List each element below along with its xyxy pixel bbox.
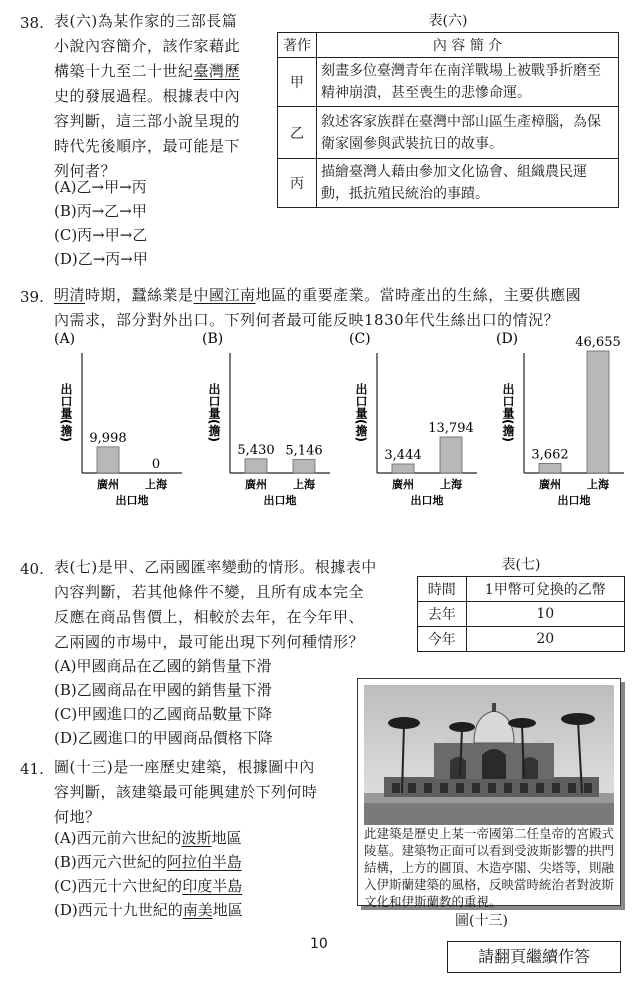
value-label-0-1: 0 (151, 457, 161, 472)
panel-label-1: (B) (202, 331, 224, 347)
bar-0-0 (97, 447, 119, 473)
panel-label-2: (C) (349, 331, 371, 347)
table6-title: 表(六) (428, 13, 468, 29)
q39-stem: 明清時期，蠶絲業是中國江南地區的重要產業。當時產出的生絲，主要供應國 內需求，部分對外出口。下列何者最可能反映1830年代生絲出口的情況？ (54, 286, 582, 329)
bar-1-1 (293, 460, 315, 473)
bar-2-1 (440, 437, 462, 473)
q41-number: 41. (20, 760, 44, 778)
q41-option-c[interactable]: (C)西元十六世紀的印度半島 (54, 877, 243, 895)
value-label-3-1: 46,655 (575, 335, 621, 350)
category-label-3-0: 廣州 (539, 478, 561, 491)
value-label-2-1: 13,794 (428, 420, 474, 436)
table6: 著作 內 容 簡 介 甲 刻畫多位臺灣青年在南洋戰場上被戰爭折磨至精神崩潰，甚至喪生的悲慘命運。 乙 敘述客家族群在臺灣中部山區生產樟腦，為保衛家園參與武裝抗日的故事。 丙 描繪臺灣人藉由參加文化協會、組織農民運動，抵抗殖民統治的事蹟。 (277, 32, 619, 208)
panel-label-0: (A) (54, 331, 76, 347)
bar-3-1 (587, 351, 609, 473)
q41-option-b[interactable]: (B)西元六世紀的阿拉伯半島 (54, 853, 242, 871)
figure-13-label: 圖(十三) (455, 913, 508, 929)
page-number: 10 (310, 936, 328, 952)
q40-option-a[interactable]: (A)甲國商品在乙國的銷售量下滑 (54, 657, 272, 675)
ylabel-2: 出口量(擔) (354, 383, 368, 442)
q40-stem: 表(七)是甲、乙兩國匯率變動的情形。根據表中 內容判斷，若其他條件不變，且所有成本完全 反應在商品售價上，相較於去年，在今年甲、 乙兩國的市場中，最可能出現下列何種情形？ (54, 558, 377, 651)
value-label-0-0: 9,998 (89, 430, 127, 446)
ylabel-1: 出口量(擔) (207, 383, 221, 442)
figure-13-caption: 此建築是歷史上某一帝國第二任皇帝的宮殿式陵墓。建築物正面可以看到受波斯影響的拱門結構，上方的圓頂、木造亭閣、尖塔等，則融入伊斯蘭建築的風格，反映當時統治者對波斯文化和伊斯蘭教的重視。 (364, 826, 615, 909)
q38-options (54, 175, 148, 271)
q40-options (54, 654, 273, 750)
q40-option-d[interactable]: (D)乙國進口的甲國商品價格下降 (54, 729, 273, 747)
q40-option-c[interactable]: (C)甲國進口的乙國商品數量下降 (54, 705, 273, 723)
figure-13-frame (357, 678, 621, 909)
bar-3-0 (539, 463, 561, 473)
value-label-1-1: 5,146 (285, 443, 323, 459)
q41-stem: 圖(十三)是一座歷史建築，根據圖中內 容判斷，該建築最可能興建於下列何時 何地？ (54, 758, 318, 826)
table7: 時間 1甲幣可兌換的乙幣 去年 10 今年 20 (417, 576, 625, 652)
q40-number: 40. (20, 560, 44, 578)
q41-option-a[interactable]: (A)西元前六世紀的波斯地區 (54, 829, 242, 847)
q38-option-c[interactable]: (C)丙→甲→乙 (54, 226, 148, 244)
q38-number: 38. (20, 14, 44, 32)
value-label-1-0: 5,430 (237, 442, 275, 458)
category-label-1-0: 廣州 (245, 478, 267, 491)
q38-option-a[interactable]: (A)乙→甲→丙 (54, 178, 147, 196)
bar-2-0 (392, 464, 414, 473)
xlabel-1: 出口地 (263, 494, 297, 507)
panel-label-3: (D) (496, 331, 519, 347)
category-label-3-1: 上海 (587, 478, 609, 491)
xlabel-3: 出口地 (557, 494, 591, 507)
category-label-2-1: 上海 (440, 478, 462, 491)
q38-option-d[interactable]: (D)乙→丙→甲 (54, 250, 148, 268)
q39-number: 39. (20, 288, 44, 306)
xlabel-2: 出口地 (410, 494, 444, 507)
q38-option-b[interactable]: (B)丙→乙→甲 (54, 202, 147, 220)
category-label-1-1: 上海 (293, 478, 315, 491)
category-label-0-1: 上海 (145, 478, 167, 491)
q41-option-d[interactable]: (D)西元十九世紀的南美地區 (54, 901, 243, 919)
q39-charts (0, 325, 643, 515)
value-label-3-0: 3,662 (531, 447, 569, 463)
value-label-2-0: 3,444 (384, 447, 422, 463)
q40-option-b[interactable]: (B)乙國商品在甲國的銷售量下滑 (54, 681, 272, 699)
category-label-2-0: 廣州 (392, 478, 414, 491)
table7-title: 表(七) (501, 557, 541, 573)
category-label-0-0: 廣州 (97, 478, 119, 491)
ylabel-3: 出口量(擔) (501, 383, 515, 442)
q41-options (54, 826, 243, 922)
continue-notice: 請翻頁繼續作答 (447, 941, 621, 973)
bar-1-0 (245, 459, 267, 473)
q38-stem: 表(六)為某作家的三部長篇 小說內容簡介，該作家藉此 構築十九至二十世紀臺灣歷 史的發展過程。根據表中內 容判斷，這三部小說呈現的 時代先後順序，最可能是下 列何者？ (54, 12, 241, 180)
tomb-photo (364, 685, 614, 825)
xlabel-0: 出口地 (115, 494, 149, 507)
ylabel-0: 出口量(擔) (59, 383, 73, 442)
